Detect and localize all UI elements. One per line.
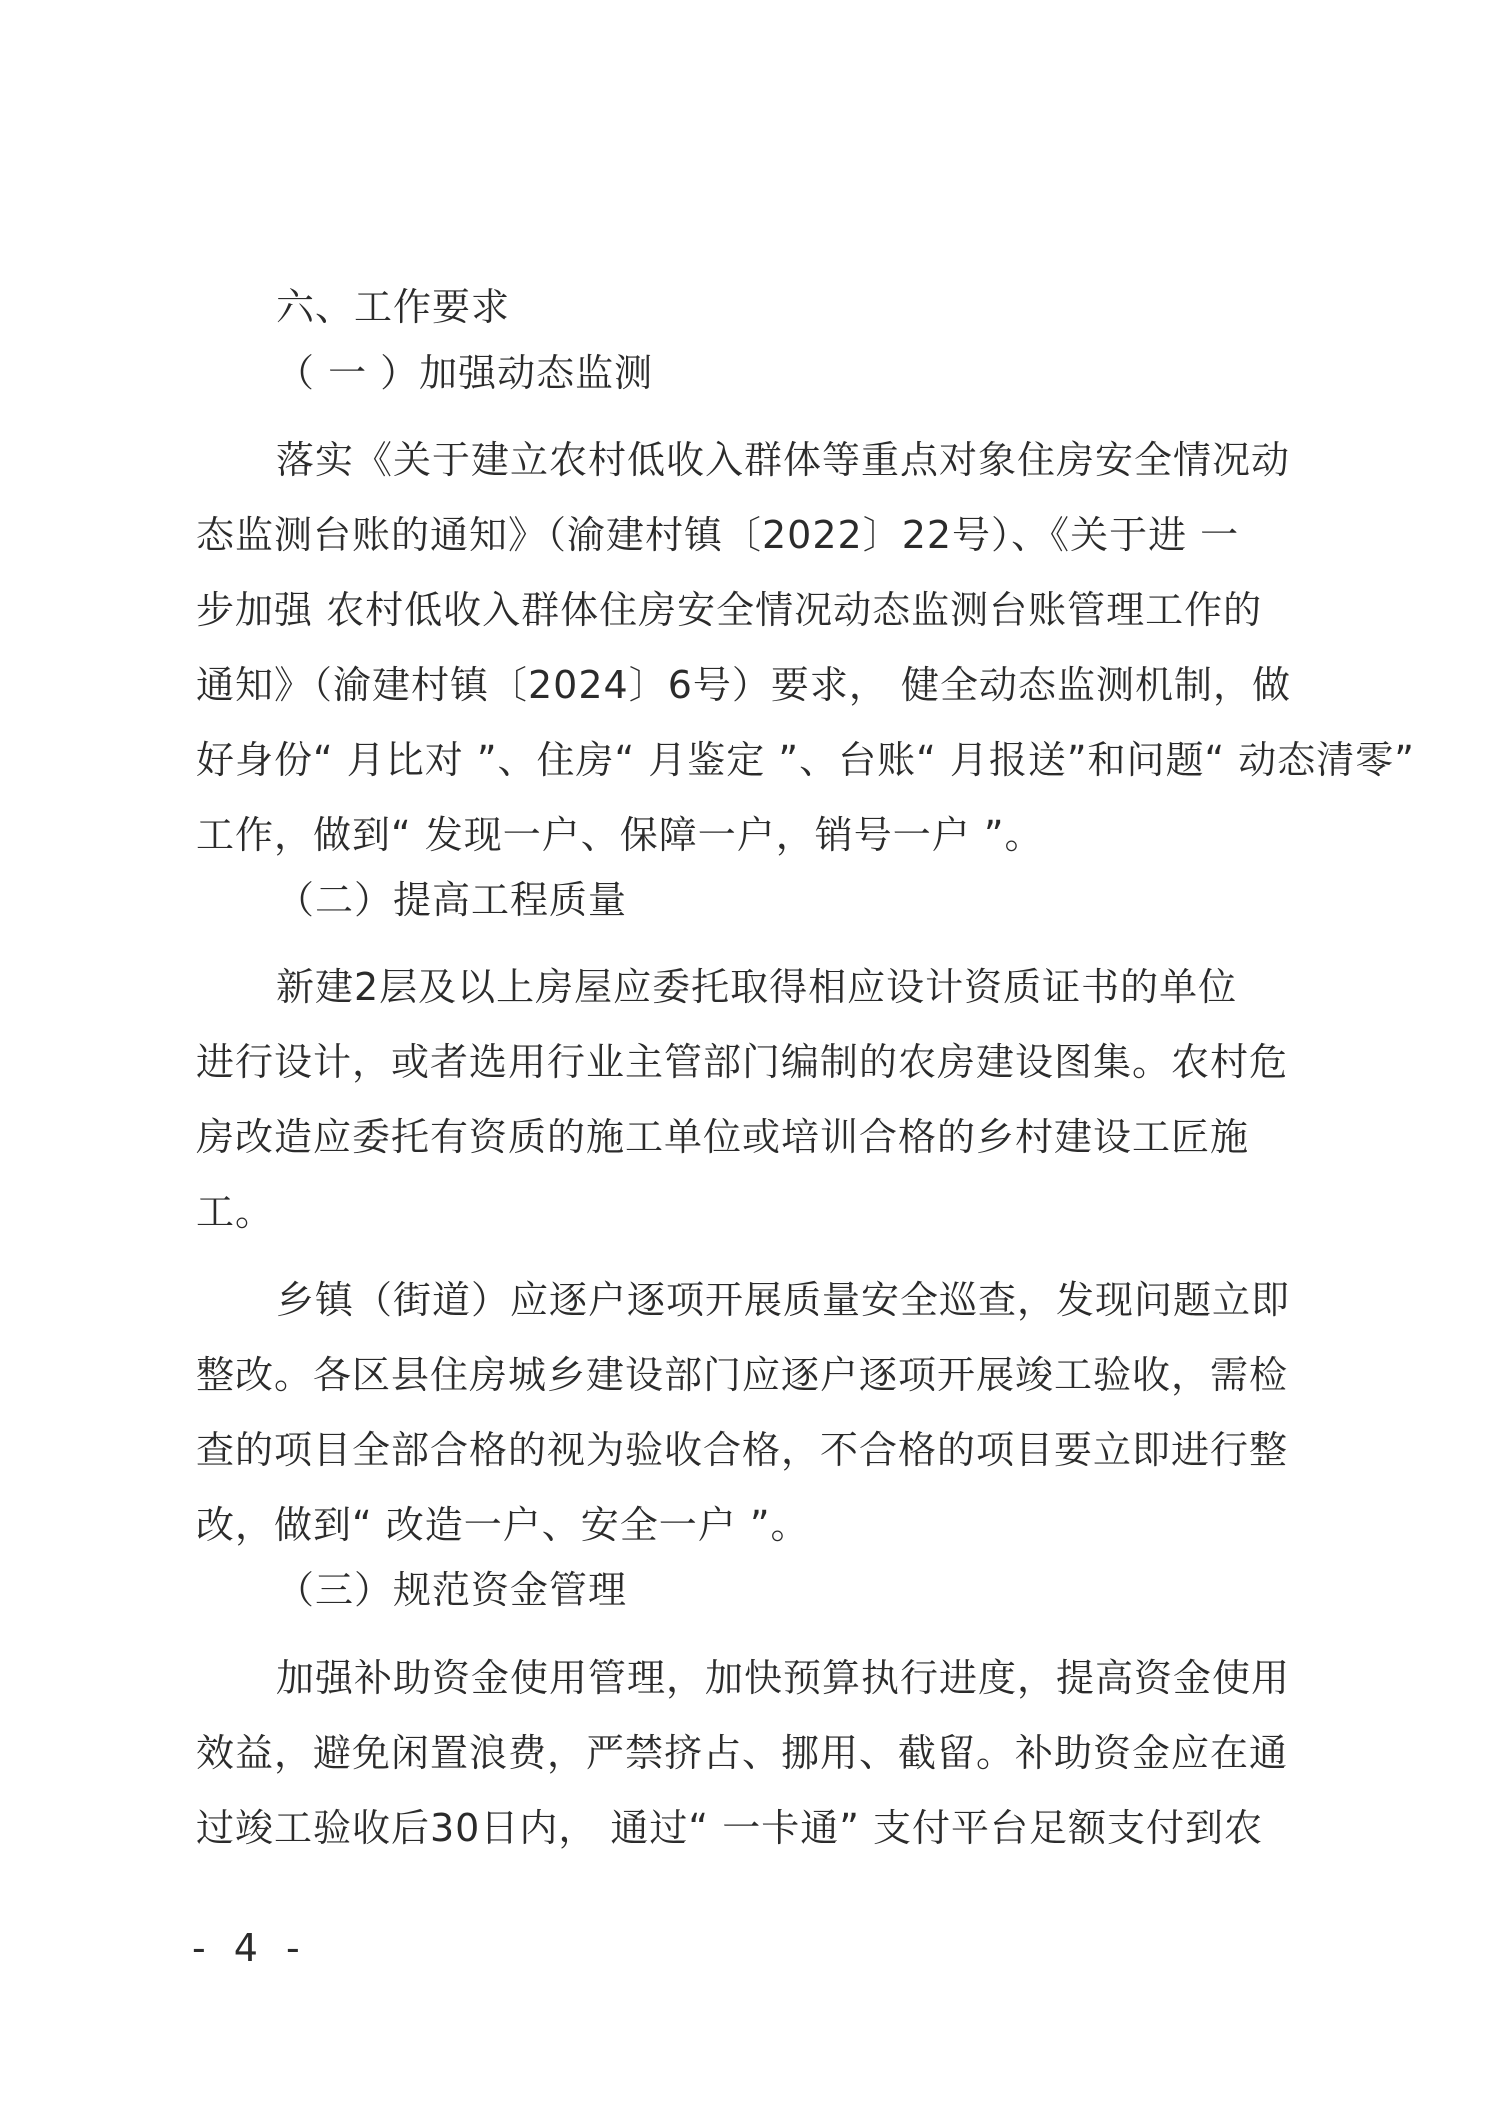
- paragraph-3-line-3: 查的项目全部合格的视为验收合格，不合格的项目要立即进行整: [196, 1428, 1289, 1472]
- paragraph-1-line-6: 工作，做到“ 发现一户、保障一户，销号一户 ”。: [196, 813, 1044, 857]
- paragraph-2-line-1: 新建2层及以上房屋应委托取得相应设计资质证书的单位: [276, 965, 1238, 1009]
- subsection-heading-3: （三）规范资金管理: [276, 1568, 628, 1612]
- section-heading: 六、工作要求: [276, 285, 511, 329]
- paragraph-4-line-1: 加强补助资金使用管理，加快预算执行进度，提高资金使用: [276, 1656, 1291, 1700]
- paragraph-4-line-2: 效益，避免闲置浪费，严禁挤占、挪用、截留。补助资金应在通: [196, 1731, 1289, 1775]
- paragraph-1-line-4: 通知》（渝建村镇〔2024〕6号）要求， 健全动态监测机制，做: [196, 663, 1291, 707]
- subsection-heading-2: （二）提高工程质量: [276, 878, 628, 922]
- paragraph-3-line-1: 乡镇（街道）应逐户逐项开展质量安全巡查，发现问题立即: [276, 1278, 1291, 1322]
- paragraph-1-line-2: 态监测台账的通知》（渝建村镇〔2022〕22号）、《关于进 一: [196, 513, 1240, 557]
- paragraph-1-line-1: 落实《关于建立农村低收入群体等重点对象住房安全情况动: [276, 438, 1291, 482]
- paragraph-4-line-3: 过竣工验收后30日内， 通过“ 一卡通” 支付平台足额支付到农: [196, 1806, 1263, 1850]
- page-number: - 4 -: [192, 1926, 308, 1970]
- subsection-heading-1: （ 一 ）加强动态监测: [276, 351, 654, 395]
- paragraph-2-line-2: 进行设计，或者选用行业主管部门编制的农房建设图集。农村危: [196, 1040, 1289, 1084]
- paragraph-3-line-4: 改，做到“ 改造一户、安全一户 ”。: [196, 1503, 810, 1547]
- paragraph-1-line-5: 好身份“ 月比对 ”、住房“ 月鉴定 ”、台账“ 月报送”和问题“ 动态清零”: [196, 738, 1415, 782]
- paragraph-2-line-4: 工。: [196, 1190, 275, 1234]
- paragraph-3-line-2: 整改。各区县住房城乡建设部门应逐户逐项开展竣工验收，需检: [196, 1353, 1289, 1397]
- paragraph-1-line-3: 步加强 农村低收入群体住房安全情况动态监测台账管理工作的: [196, 588, 1263, 632]
- paragraph-2-line-3: 房改造应委托有资质的施工单位或培训合格的乡村建设工匠施: [196, 1115, 1250, 1159]
